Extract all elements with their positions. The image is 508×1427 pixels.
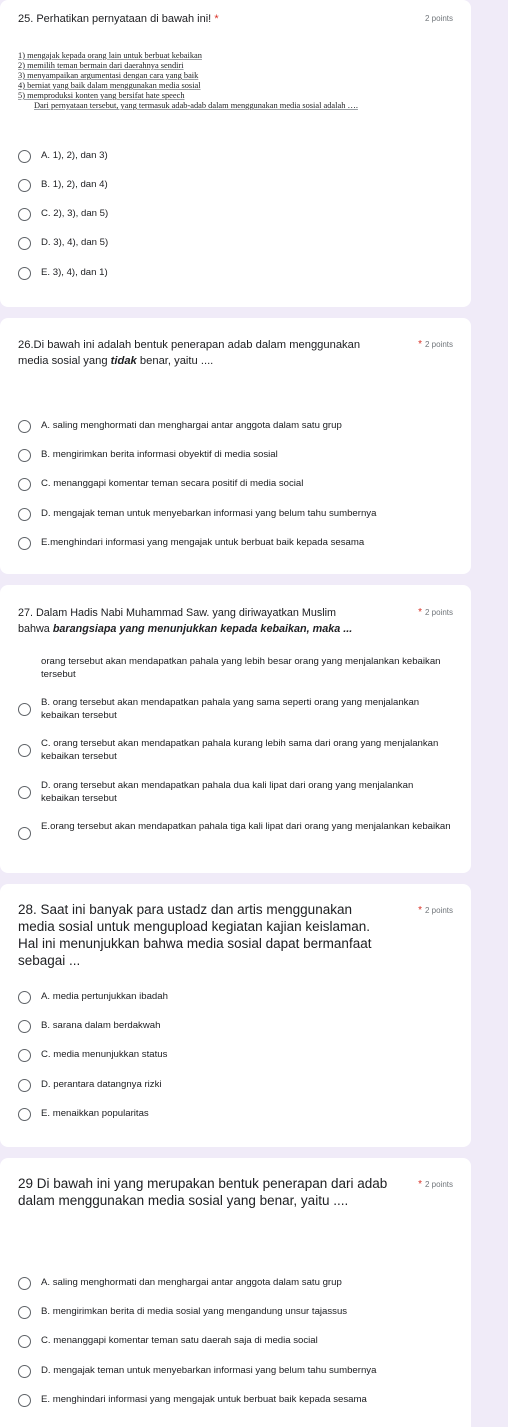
option-c[interactable]: C. menanggapi komentar teman secara positif di media social xyxy=(18,477,453,491)
radio-button[interactable] xyxy=(18,1306,31,1319)
radio-button[interactable] xyxy=(18,744,31,757)
radio-button[interactable] xyxy=(18,208,31,221)
radio-button[interactable] xyxy=(18,179,31,192)
statement-2: 2) memilih teman bermain dari daerahnya sendiri xyxy=(18,61,184,70)
option-e[interactable]: E. menaikkan popularitas xyxy=(18,1107,453,1121)
option-d[interactable]: D. 3), 4), dan 5) xyxy=(18,236,453,250)
question-title: 25. Perhatikan pernyataan di bawah ini! * xyxy=(18,13,219,25)
option-c[interactable]: C. media menunjukkan status xyxy=(18,1048,453,1062)
option-d[interactable]: D. perantara datangnya rizki xyxy=(18,1078,453,1092)
points-label: * 2 points xyxy=(418,339,453,350)
question-card-26 xyxy=(0,318,471,574)
radio-button[interactable] xyxy=(18,267,31,280)
radio-button[interactable] xyxy=(18,827,31,840)
option-d[interactable]: D. mengajak teman untuk menyebarkan informasi yang belum tahu sumbernya xyxy=(18,1364,453,1378)
radio-button[interactable] xyxy=(18,449,31,462)
statement-3: 3) menyampaikan argumentasi dengan cara yang baik xyxy=(18,71,199,80)
radio-button[interactable] xyxy=(18,237,31,250)
radio-button[interactable] xyxy=(18,1049,31,1062)
question-title: 26.Di bawah ini adalah bentuk penerapan adab dalam menggunakan media sosial yang tidak benar, yaitu .... xyxy=(18,339,361,367)
option-a[interactable]: A. saling menghormati dan menghargai antar anggota dalam satu grup xyxy=(18,1276,453,1290)
radio-button[interactable] xyxy=(18,1277,31,1290)
radio-button[interactable] xyxy=(18,1108,31,1121)
option-e[interactable]: E.menghindari informasi yang mengajak untuk berbuat baik kepada sesama xyxy=(18,536,453,550)
option-b[interactable]: B. sarana dalam berdakwah xyxy=(18,1019,453,1033)
option-b[interactable]: B. mengirimkan berita di media sosial yang mengandung unsur tajassus xyxy=(18,1305,453,1319)
points-label: * 2 points xyxy=(418,607,453,618)
radio-button[interactable] xyxy=(18,150,31,163)
points-label: * 2 points xyxy=(418,1179,453,1190)
radio-button[interactable] xyxy=(18,537,31,550)
statement-question: Dari pernyataan tersebut, yang termasuk adab-adab dalam menggunakan media sosial adalah …. xyxy=(34,101,358,110)
radio-button[interactable] xyxy=(18,703,31,716)
option-c[interactable]: C. menanggapi komentar teman satu daerah saja di media social xyxy=(18,1334,453,1348)
question-header xyxy=(18,1158,453,1209)
question-card-29 xyxy=(0,1158,471,1427)
option-b[interactable]: B. 1), 2), dan 4) xyxy=(18,178,453,192)
option-a[interactable]: A. 1), 2), dan 3) xyxy=(18,149,453,163)
option-a[interactable]: A. saling menghormati dan menghargai antar anggota dalam satu grup xyxy=(18,419,453,433)
option-c[interactable]: C. orang tersebut akan mendapatkan pahala kurang lebih sama dari orang yang menjalankan kebaikan tersebut xyxy=(18,737,453,763)
radio-button[interactable] xyxy=(18,1335,31,1348)
question-card-27 xyxy=(0,585,471,873)
option-a[interactable]: A. media pertunjukkan ibadah xyxy=(18,990,453,1004)
radio-button[interactable] xyxy=(18,991,31,1004)
option-c[interactable]: C. 2), 3), dan 5) xyxy=(18,207,453,221)
statements-block xyxy=(18,51,453,111)
question-title: 29 Di bawah ini yang merupakan bentuk penerapan dari adab dalam menggunakan media sosial yang benar, yaitu .... xyxy=(18,1176,388,1208)
statement-5: 5) memproduksi konten yang bersifat hate speech xyxy=(18,91,185,100)
option-b[interactable]: B. mengirimkan berita informasi obyektif di media sosial xyxy=(18,448,453,462)
statement-1: 1) mengajak kepada orang lain untuk berbuat kebaikan xyxy=(18,51,202,60)
radio-button[interactable] xyxy=(18,1365,31,1378)
option-d[interactable]: D. mengajak teman untuk menyebarkan informasi yang belum tahu sumbernya xyxy=(18,507,453,521)
option-d[interactable]: D. orang tersebut akan mendapatkan pahala dua kali lipat dari orang yang menjalankan kebaikan tersebut xyxy=(18,779,453,805)
radio-button[interactable] xyxy=(18,1079,31,1092)
radio-button[interactable] xyxy=(18,786,31,799)
question-header xyxy=(18,0,453,26)
option-e[interactable]: E. 3), 4), dan 1) xyxy=(18,266,453,280)
radio-button[interactable] xyxy=(18,420,31,433)
statement-4: 4) berniat yang baik dalam menggunakan media sosial xyxy=(18,81,201,90)
question-card-28 xyxy=(0,884,471,1147)
points-label: * 2 points xyxy=(418,905,453,916)
radio-button[interactable] xyxy=(18,508,31,521)
question-title: 27. Dalam Hadis Nabi Muhammad Saw. yang diriwayatkan Muslim bahwa barangsiapa yang menunjukkan kepada kebaikan, maka ... xyxy=(18,607,353,635)
required-asterisk: * xyxy=(214,13,219,25)
question-card-25 xyxy=(0,0,471,307)
option-a[interactable]: orang tersebut akan mendapatkan pahala yang lebih besar orang yang menjalankan kebaikan tersebut xyxy=(41,656,441,680)
question-header xyxy=(18,318,453,369)
question-header xyxy=(18,884,453,969)
option-b[interactable]: B. orang tersebut akan mendapatkan pahala yang sama seperti orang yang menjalankan kebaikan tersebut xyxy=(18,696,453,722)
question-title: 28. Saat ini banyak para ustadz dan artis menggunakan media sosial untuk mengupload kegiatan kajian keislaman. Hal ini menunjukkan bahwa media sosial dapat bermanfaat sebagai ... xyxy=(18,902,372,968)
radio-button[interactable] xyxy=(18,1020,31,1033)
points-label: 2 points xyxy=(424,14,453,23)
radio-button[interactable] xyxy=(18,478,31,491)
question-header xyxy=(18,585,453,637)
option-e[interactable]: E. menghindari informasi yang mengajak untuk berbuat baik kepada sesama xyxy=(18,1393,453,1407)
option-e[interactable]: E.orang tersebut akan mendapatkan pahala tiga kali lipat dari orang yang menjalankan kebaikan xyxy=(18,820,453,840)
radio-button[interactable] xyxy=(18,1394,31,1407)
